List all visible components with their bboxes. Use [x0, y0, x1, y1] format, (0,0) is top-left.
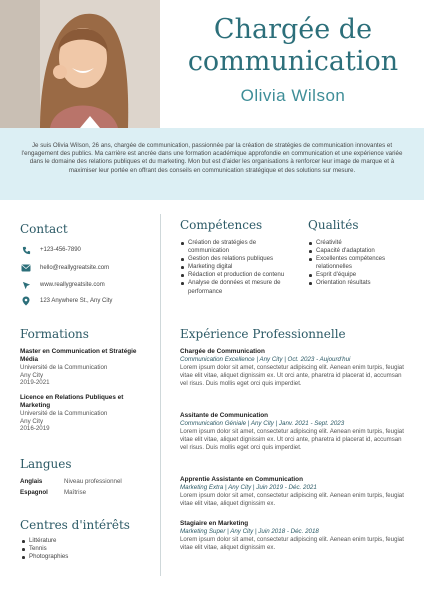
formations-heading: Formations: [20, 327, 89, 341]
experience-heading: Expérience Professionnelle: [180, 327, 346, 341]
job-title-line-2: communication: [187, 46, 399, 77]
formation-years: 2016-2019: [20, 425, 50, 433]
qualite-item: Excellentes compétences relationnelles: [309, 255, 409, 271]
contact-website-text: www.reallygreatsite.com: [40, 282, 105, 288]
contact-website: [20, 279, 105, 291]
formation-degree: Licence en Relations Publiques et Marketing: [20, 394, 124, 409]
job-entry-meta: Marketing Extra | Any City | Juin 2019 - Déc. 2021: [180, 484, 317, 491]
job-entry-title: Apprentie Assistante en Communication: [180, 476, 303, 483]
langues-heading: Langues: [20, 457, 72, 471]
mail-icon: [20, 262, 32, 274]
formation-item: [20, 348, 150, 387]
contact-email-text: hello@reallygreatsite.com: [40, 265, 110, 271]
language-name: Espagnol: [20, 489, 48, 496]
formation-city: Any City: [20, 371, 44, 379]
contact-address-text: 123 Anywhere St., Any City: [40, 298, 113, 304]
job-entry-description: Lorem ipsum dolor sit amet, consectetur adipiscing elit. Aenean enim turpis, feugiat vitae elit vitae, aliquet dignissim ex.: [180, 536, 404, 552]
competence-item: Gestion des relations publiques: [181, 255, 293, 263]
competence-item: Marketing digital: [181, 263, 293, 271]
location-pin-icon: [20, 295, 32, 307]
job-entry: [180, 476, 408, 508]
competence-item: Création de stratégies de communication: [181, 239, 293, 255]
interet-item: Photographies: [22, 553, 68, 561]
language-row: [20, 478, 122, 485]
contact-address: [20, 295, 112, 307]
profile-photo: [0, 0, 160, 128]
job-entry-title: Stagiaire en Marketing: [180, 520, 249, 527]
person-name: Olivia Wilson: [240, 86, 346, 105]
formation-city: Any City: [20, 417, 44, 425]
interets-list: [22, 537, 68, 561]
job-entry-title: Chargée de Communication: [180, 348, 265, 355]
qualite-item: Créativité: [309, 239, 409, 247]
job-entry-meta: Communication Excellence | Any City | Oct. 2023 - Aujourd'hui: [180, 356, 351, 363]
language-name: Anglais: [20, 478, 43, 485]
contact-phone-text: +123-456-7890: [40, 247, 81, 253]
column-divider: [160, 214, 161, 576]
job-entry: [180, 348, 408, 389]
formation-school: Université de la Communication: [20, 410, 108, 417]
competence-item: Rédaction et production de contenu: [181, 271, 293, 279]
language-level: Niveau professionnel: [64, 478, 122, 485]
contact-email: [20, 262, 109, 274]
contact-phone: [20, 244, 81, 256]
formation-degree: Master en Communication et Stratégie Média: [20, 348, 137, 363]
intro-text: Je suis Olivia Wilson, 26 ans, chargée de communication, passionnée par la création de stratégies de communication innovantes et l'engagement des publics. Ma carrière est ancrée dans une formation académique approfondie en communication et une expérience variée dans le domaine des relations publiques et du marketing. Mon but est d'aider les organisations à renforcer leur image de marque et à maximiser leur portée en offrant des conseils en communication stratégique et des solutions sur mesure.: [21, 142, 403, 174]
qualite-item: Capacité d'adaptation: [309, 247, 409, 255]
job-entry-meta: Communication Géniale | Any City | Janv. 2021 - Sept. 2023: [180, 420, 345, 427]
phone-icon: [20, 244, 32, 256]
language-row: [20, 489, 86, 496]
formation-item: [20, 394, 150, 433]
contact-heading: Contact: [20, 222, 68, 236]
job-entry: [180, 412, 408, 453]
qualites-heading: Qualités: [308, 218, 359, 232]
cursor-icon: [20, 279, 32, 291]
competences-heading: Compétences: [180, 218, 263, 232]
competence-item: Analyse de données et mesure de performance: [181, 279, 293, 295]
qualites-list: [309, 239, 409, 288]
job-entry-description: Lorem ipsum dolor sit amet, consectetur adipiscing elit. Aenean enim turpis, feugiat vitae elit vitae, aliquet dignissim ex.: [180, 492, 404, 508]
language-level: Maîtrise: [64, 489, 87, 496]
interet-item: Tennis: [22, 545, 68, 553]
interet-item: Littérature: [22, 537, 68, 545]
job-title: [168, 14, 418, 78]
formation-years: 2019-2021: [20, 379, 50, 387]
qualite-item: Esprit d'équipe: [309, 271, 409, 279]
qualite-item: Orientation résultats: [309, 279, 409, 287]
job-entry-description: Lorem ipsum dolor sit amet, consectetur adipiscing elit. Aenean enim turpis, feugiat vitae elit vitae, aliquet dignissim ex. Ut orci ante, pharetra id placerat id, accumsan vel risus. Duis mollis eget orci quis imperdiet.: [180, 428, 404, 452]
formation-school: Université de la Communication: [20, 364, 108, 371]
competences-list: [181, 239, 293, 296]
job-entry-description: Lorem ipsum dolor sit amet, consectetur adipiscing elit. Aenean enim turpis, feugiat vitae elit vitae, aliquet dignissim ex. Ut orci ante, pharetra id placerat id, accumsan vel risus. Duis mollis eget orci quis imperdiet.: [180, 364, 404, 388]
job-entry-meta: Marketing Super | Any City | Juin 2018 - Déc. 2018: [180, 528, 319, 535]
job-title-line-1: Chargée de: [213, 14, 373, 45]
interets-heading: Centres d'intérêts: [20, 518, 130, 532]
job-entry: [180, 520, 408, 552]
job-entry-title: Assitante de Communication: [180, 412, 269, 419]
